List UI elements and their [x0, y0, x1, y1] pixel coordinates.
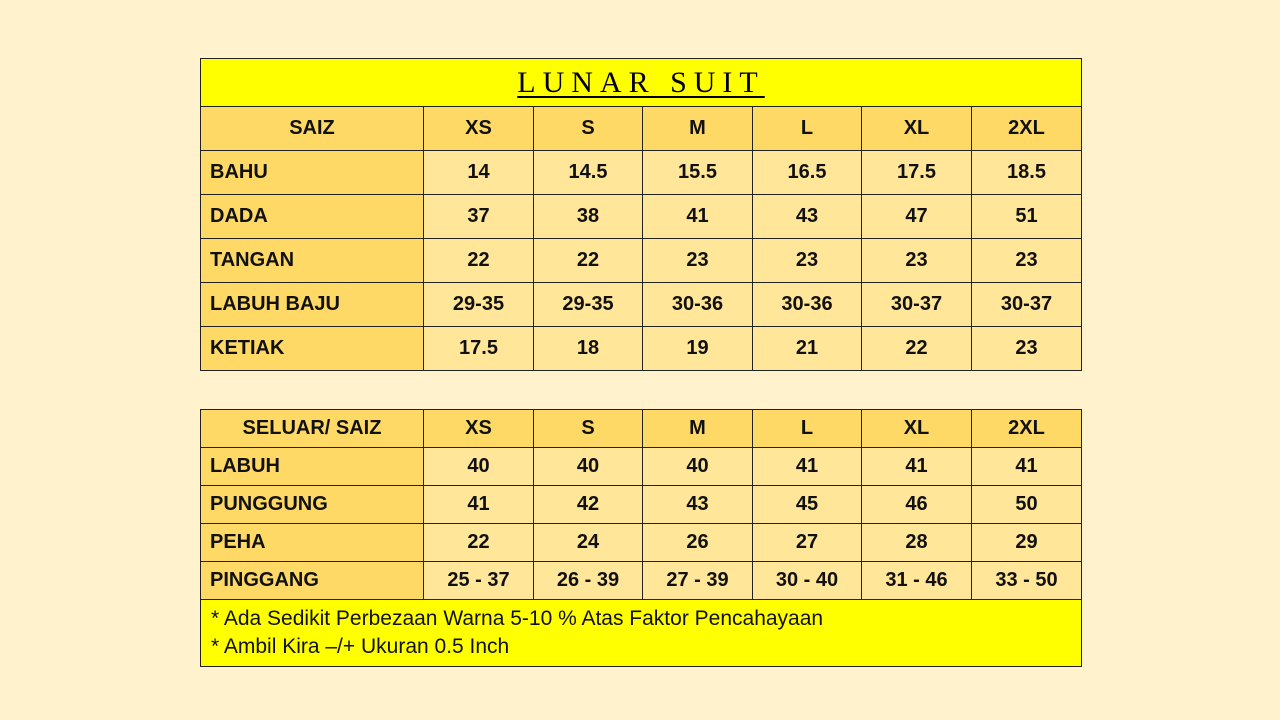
notes-band — [201, 600, 1082, 667]
table-cell: 40 — [424, 448, 534, 486]
table-cell: 29 — [972, 524, 1082, 562]
table-row — [201, 239, 1082, 283]
table-cell: 30-37 — [972, 283, 1082, 327]
table-row — [201, 562, 1082, 600]
table-cell: 41 — [862, 448, 972, 486]
table-cell: 30-37 — [862, 283, 972, 327]
table-cell: 23 — [972, 327, 1082, 371]
header-cell: M — [643, 410, 753, 448]
table-cell: 26 - 39 — [534, 562, 643, 600]
table-cell: 24 — [534, 524, 643, 562]
row-label: PEHA — [201, 524, 424, 562]
page-title: LUNAR SUIT — [517, 65, 765, 99]
header-cell: 2XL — [972, 107, 1082, 151]
table-row — [201, 524, 1082, 562]
table-cell: 22 — [424, 239, 534, 283]
table-cell: 45 — [753, 486, 862, 524]
table-cell: 23 — [753, 239, 862, 283]
table-cell: 14 — [424, 151, 534, 195]
table-cell: 33 - 50 — [972, 562, 1082, 600]
table-cell: 40 — [643, 448, 753, 486]
header-cell: L — [753, 107, 862, 151]
table-cell: 27 - 39 — [643, 562, 753, 600]
table-cell: 31 - 46 — [862, 562, 972, 600]
table-row — [201, 327, 1082, 371]
header-cell: M — [643, 107, 753, 151]
row-label: LABUH BAJU — [201, 283, 424, 327]
table-row — [201, 448, 1082, 486]
table-row — [201, 283, 1082, 327]
table-cell: 15.5 — [643, 151, 753, 195]
table-cell: 26 — [643, 524, 753, 562]
table-cell: 18.5 — [972, 151, 1082, 195]
notes-row — [201, 600, 1082, 667]
header-cell: SELUAR/ SAIZ — [201, 410, 424, 448]
header-cell: 2XL — [972, 410, 1082, 448]
header-cell: S — [534, 410, 643, 448]
table-cell: 30 - 40 — [753, 562, 862, 600]
header-cell: L — [753, 410, 862, 448]
table-cell: 37 — [424, 195, 534, 239]
table-cell: 28 — [862, 524, 972, 562]
table-cell: 25 - 37 — [424, 562, 534, 600]
table-cell: 17.5 — [862, 151, 972, 195]
table-cell: 17.5 — [424, 327, 534, 371]
row-label: KETIAK — [201, 327, 424, 371]
header-cell: S — [534, 107, 643, 151]
note-measurement-tolerance: * Ambil Kira –/+ Ukuran 0.5 Inch — [211, 635, 510, 658]
title-band — [201, 59, 1082, 107]
top-size-table — [200, 58, 1082, 371]
table-cell: 23 — [972, 239, 1082, 283]
table-cell: 41 — [972, 448, 1082, 486]
table-row — [201, 486, 1082, 524]
table-cell: 22 — [534, 239, 643, 283]
table-cell: 21 — [753, 327, 862, 371]
row-label: DADA — [201, 195, 424, 239]
table-cell: 27 — [753, 524, 862, 562]
table-cell: 42 — [534, 486, 643, 524]
header-cell: XL — [862, 410, 972, 448]
table-header-row — [201, 107, 1082, 151]
header-cell: SAIZ — [201, 107, 424, 151]
table-header-row — [201, 410, 1082, 448]
table-cell: 29-35 — [534, 283, 643, 327]
table-cell: 50 — [972, 486, 1082, 524]
header-cell: XL — [862, 107, 972, 151]
header-cell: XS — [424, 107, 534, 151]
row-label: BAHU — [201, 151, 424, 195]
table-cell: 41 — [753, 448, 862, 486]
row-label: LABUH — [201, 448, 424, 486]
table-cell: 18 — [534, 327, 643, 371]
row-label: PINGGANG — [201, 562, 424, 600]
table-cell: 30-36 — [643, 283, 753, 327]
table-row — [201, 195, 1082, 239]
trousers-size-table — [200, 409, 1082, 667]
table-cell: 14.5 — [534, 151, 643, 195]
row-label: PUNGGUNG — [201, 486, 424, 524]
table-cell: 16.5 — [753, 151, 862, 195]
row-label: TANGAN — [201, 239, 424, 283]
table-cell: 41 — [643, 195, 753, 239]
note-color-variance: * Ada Sedikit Perbezaan Warna 5-10 % Atas Faktor Pencahayaan — [211, 607, 824, 630]
table-cell: 47 — [862, 195, 972, 239]
table-cell: 23 — [643, 239, 753, 283]
table-row — [201, 151, 1082, 195]
table-cell: 40 — [534, 448, 643, 486]
table-cell: 46 — [862, 486, 972, 524]
table-cell: 38 — [534, 195, 643, 239]
table-cell: 22 — [424, 524, 534, 562]
table-cell: 22 — [862, 327, 972, 371]
table-cell: 43 — [643, 486, 753, 524]
table-cell: 41 — [424, 486, 534, 524]
table-cell: 29-35 — [424, 283, 534, 327]
table-cell: 23 — [862, 239, 972, 283]
table-cell: 30-36 — [753, 283, 862, 327]
table-cell: 43 — [753, 195, 862, 239]
table-cell: 51 — [972, 195, 1082, 239]
table-cell: 19 — [643, 327, 753, 371]
header-cell: XS — [424, 410, 534, 448]
